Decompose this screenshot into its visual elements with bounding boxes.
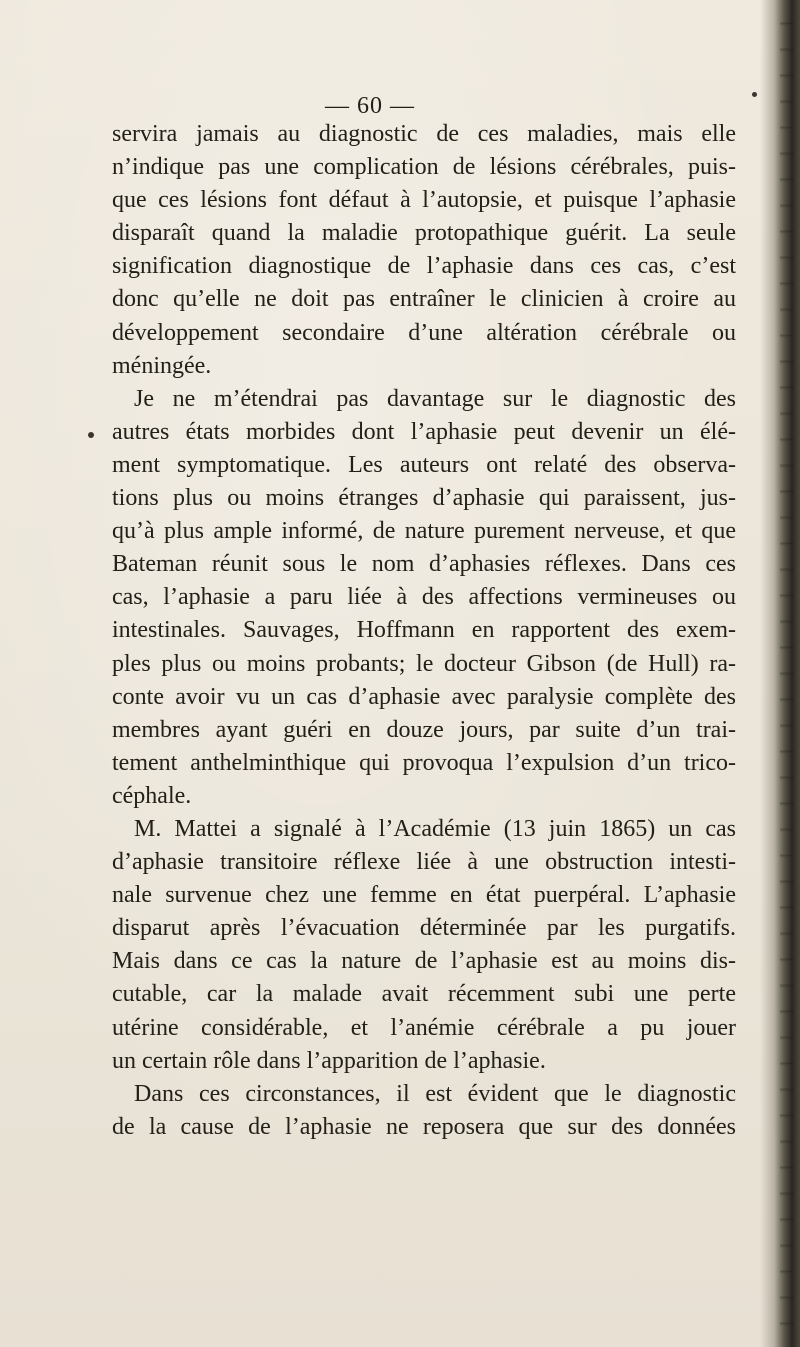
text-line: tions plus ou moins étranges d’aphasie qui paraissent, jus-: [112, 485, 736, 512]
text-line: signification diagnostique de l’aphasie dans ces cas, c’est: [112, 253, 736, 280]
text-line: donc qu’elle ne doit pas entraîner le clinicien à croire au: [112, 286, 736, 313]
text-line: que ces lésions font défaut à l’autopsie, et puisque l’aphasie: [112, 187, 736, 214]
text-line: n’indique pas une complication de lésions cérébrales, puis-: [112, 154, 736, 181]
text-line: méningée.: [112, 352, 212, 379]
text-line: conte avoir vu un cas d’aphasie avec paralysie complète des: [112, 683, 736, 710]
text-line: céphale.: [112, 782, 192, 809]
body-text: [112, 118, 736, 1144]
text-line: ment symptomatique. Les auteurs ont relaté des observa-: [112, 451, 736, 478]
text-line: Mais dans ce cas la nature de l’aphasie est au moins dis-: [112, 948, 736, 975]
text-line: d’aphasie transitoire réflexe liée à une obstruction intesti-: [112, 849, 736, 876]
text-line: ples plus ou moins probants; le docteur Gibson (de Hull) ra-: [112, 650, 736, 677]
text-line: tement anthelminthique qui provoqua l’expulsion d’un trico-: [112, 749, 736, 776]
text-line: servira jamais au diagnostic de ces maladies, mais elle: [112, 121, 736, 147]
text-line: cas, l’aphasie a paru liée à des affections vermineuses ou: [112, 584, 736, 611]
text-line: membres ayant guéri en douze jours, par suite d’un trai-: [112, 716, 736, 743]
text-line: nale survenue chez une femme en état puerpéral. L’aphasie: [112, 882, 736, 909]
text-line: qu’à plus ample informé, de nature purement nerveuse, et que: [112, 518, 736, 545]
text-line: autres états morbides dont l’aphasie peut devenir un élé-: [112, 418, 736, 445]
text-line: utérine considérable, et l’anémie cérébrale a pu jouer: [112, 1014, 736, 1041]
text-line: disparut après l’évacuation déterminée par les purgatifs.: [112, 915, 736, 942]
paragraph-start-line: Dans ces circonstances, il est évident que le diagnostic: [134, 1080, 736, 1107]
text-line: de la cause de l’aphasie ne reposera que sur des données: [112, 1113, 736, 1140]
text-line: un certain rôle dans l’apparition de l’aphasie.: [112, 1047, 546, 1074]
paragraph-start-line: M. Mattei a signalé à l’Académie (13 juin 1865) un cas: [134, 815, 736, 842]
page-edge-texture: [780, 0, 794, 1347]
page-number: — 60 —: [325, 93, 415, 119]
paper-speck: [752, 92, 757, 97]
text-line: développement secondaire d’une altération cérébrale ou: [112, 319, 736, 346]
paragraph-start-line: Je ne m’étendrai pas davantage sur le diagnostic des: [134, 385, 736, 412]
text-line: Bateman réunit sous le nom d’aphasies réflexes. Dans ces: [112, 551, 736, 578]
text-line: intestinales. Sauvages, Hoffmann en rapportent des exem-: [112, 617, 736, 644]
paper-speck: [88, 432, 94, 438]
text-line: cutable, car la malade avait récemment subi une perte: [112, 981, 736, 1008]
text-line: disparaît quand la maladie protopathique guérit. La seule: [112, 220, 736, 247]
